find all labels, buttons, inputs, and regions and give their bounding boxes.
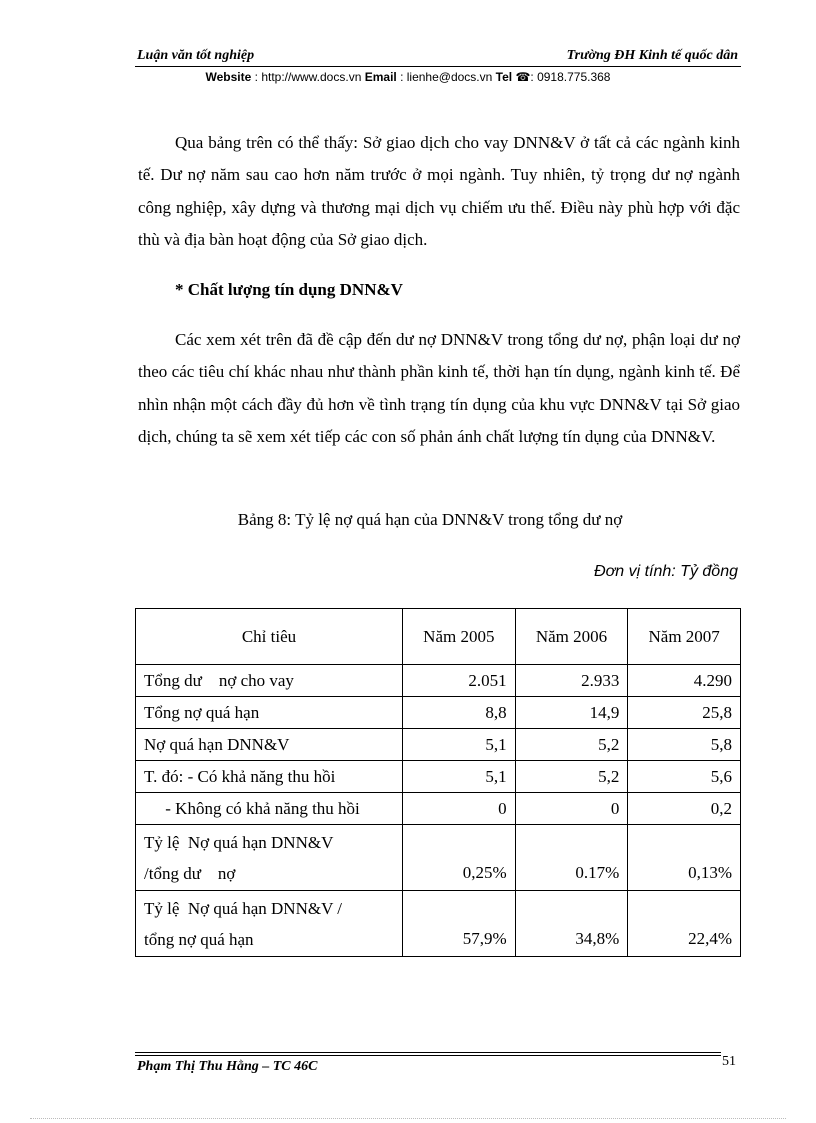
footer-rule [135, 1052, 721, 1053]
value-cell: 5,8 [628, 729, 741, 761]
header-cell: Năm 2007 [628, 609, 741, 665]
footer-rule [135, 1055, 721, 1056]
header-rule [135, 66, 741, 67]
row-label-line-2: tổng nợ quá hạn [144, 929, 254, 949]
value-cell: 0,13% [628, 825, 741, 891]
value-cell: 22,4% [628, 891, 741, 957]
row-label: T. đó: - Có khả năng thu hồi [136, 761, 403, 793]
website-value: : http://www.docs.vn [254, 70, 362, 84]
footer-author: Phạm Thị Thu Hằng – TC 46C [137, 1059, 318, 1074]
table-row [136, 729, 741, 761]
value-cell: 0.17% [515, 825, 628, 891]
row-label-line-2: /tổng dư nợ [144, 863, 236, 883]
tel-value: ☎: 0918.775.368 [515, 70, 611, 84]
row-label-line-1: Tỷ lệ Nợ quá hạn DNN&V / [144, 898, 343, 918]
table-row [136, 793, 741, 825]
row-label [136, 891, 403, 957]
paragraph-1: Qua bảng trên có thể thấy: Sở giao dịch cho vay DNN&V ở tất cả các ngành kinh tế. Dư nợ năm sau cao hơn năm trước ở mọi ngành. Tuy nhiên, tỷ trọng dư nợ ngành công nghiệp, xây dựng và thương mại dịch vụ chiếm ưu thế. Điều này phù hợp với đặc thù và địa bàn hoạt động của Sở giao dịch. [138, 133, 740, 250]
table-row [136, 891, 741, 957]
email-label: Email [364, 70, 397, 84]
header-contact-line [0, 70, 816, 84]
value-cell: 5,6 [628, 761, 741, 793]
email-value: : lienhe@docs.vn [400, 70, 493, 84]
table-row [136, 665, 741, 697]
tel-label: Tel [495, 70, 513, 84]
value-cell: 25,8 [628, 697, 741, 729]
value-cell: 0 [515, 793, 628, 825]
row-label-line-1: Tỷ lệ Nợ quá hạn DNN&V [144, 832, 334, 852]
value-cell: 5,1 [403, 729, 516, 761]
value-cell: 34,8% [515, 891, 628, 957]
table-header-row [136, 609, 741, 665]
header-cell: Năm 2006 [515, 609, 628, 665]
table-row [136, 697, 741, 729]
npl-table [135, 608, 741, 957]
website-label: Website [205, 70, 252, 84]
header-cell: Chỉ tiêu [136, 609, 403, 665]
value-cell: 0,25% [403, 825, 516, 891]
row-label: Nợ quá hạn DNN&V [136, 729, 403, 761]
value-cell: 57,9% [403, 891, 516, 957]
table-caption: Bảng 8: Tỷ lệ nợ quá hạn của DNN&V trong tổng dư nợ [237, 510, 623, 529]
value-cell: 0,2 [628, 793, 741, 825]
row-label: - Không có khả năng thu hồi [136, 793, 403, 825]
page-bottom-dotted-line [30, 1118, 786, 1119]
table-row [136, 825, 741, 891]
value-cell: 5,1 [403, 761, 516, 793]
header-left-title: Luận văn tốt nghiệp [137, 48, 255, 63]
value-cell: 5,2 [515, 729, 628, 761]
row-label: Tổng dư nợ cho vay [136, 665, 403, 697]
row-label [136, 825, 403, 891]
unit-label: Đơn vị tính: Tỷ đồng [594, 563, 738, 580]
subheading: * Chất lượng tín dụng DNN&V [175, 280, 403, 299]
table-row [136, 761, 741, 793]
value-cell: 14,9 [515, 697, 628, 729]
header-cell: Năm 2005 [403, 609, 516, 665]
value-cell: 0 [403, 793, 516, 825]
row-label: Tổng nợ quá hạn [136, 697, 403, 729]
value-cell: 8,8 [403, 697, 516, 729]
page-number: 51 [722, 1054, 736, 1069]
header-right-title: Trường ĐH Kinh tế quốc dân [566, 48, 738, 63]
value-cell: 4.290 [628, 665, 741, 697]
value-cell: 2.051 [403, 665, 516, 697]
paragraph-2: Các xem xét trên đã đề cập đến dư nợ DNN&V trong tổng dư nợ, phận loại dư nợ theo các tiêu chí khác nhau như thành phần kinh tế, thời hạn tín dụng, ngành kinh tế. Để nhìn nhận một cách đầy đủ hơn về tình trạng tín dụng của khu vực DNN&V tại Sở giao dịch, chúng ta sẽ xem xét tiếp các con số phản ánh chất lượng tín dụng của DNN&V. [138, 330, 740, 447]
value-cell: 5,2 [515, 761, 628, 793]
value-cell: 2.933 [515, 665, 628, 697]
